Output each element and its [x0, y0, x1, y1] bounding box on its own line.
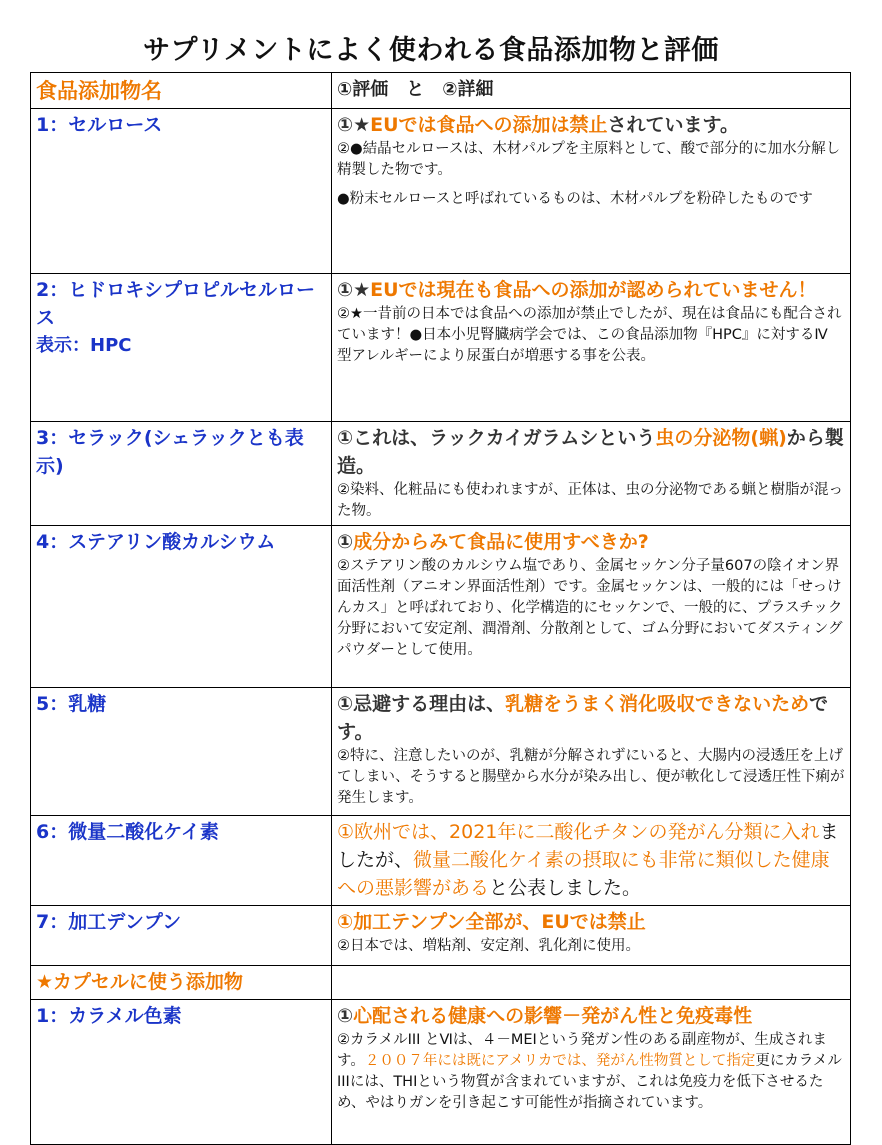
detail-text: ②日本では、増粘剤、安定剤、乳化剤に使用。: [337, 938, 640, 954]
detail-part: ②カラメルIII とⅥは、４－MEIという発ガン性のある副産物が、生成されます。: [337, 1032, 827, 1069]
evaluation-text: [337, 908, 845, 936]
empty-cell: [332, 966, 851, 1000]
eval-suffix: から製造。: [337, 427, 844, 477]
detail-text: ②染料、化粧品にも使われますが、正体は、虫の分泌物である蝋と樹脂が混った物。: [337, 482, 843, 519]
additive-name: [31, 274, 332, 422]
detail-paragraph: ●粉末セルロースと呼ばれているものは、木材パルプを粉砕したものです: [337, 191, 813, 207]
additive-evaluation: [332, 816, 851, 906]
eval-highlight: 乳糖をうまく消化吸収できないため: [505, 693, 810, 715]
table-row: [31, 274, 851, 422]
eval-prefix: ①忌避する理由は、: [337, 693, 506, 715]
table-row: [31, 688, 851, 816]
table-row: [31, 1000, 851, 1145]
eval-highlight: 成分からみて食品に使用すべきか?: [353, 531, 649, 553]
section-header-row: [31, 966, 851, 1000]
detail-text: ②★一昔前の日本では食品への添加が禁止でしたが、現在は食品にも配合されています！●日本小児腎臓病学会では、この食品添加物『HPC』に対するⅣ 型アレルギーにより尿蛋白が増悪する事を公表。: [337, 306, 842, 364]
additive-evaluation: [332, 1000, 851, 1145]
eval-highlight: ①欧州では、2021年に二酸化チタンの発がん分類に入れ: [337, 821, 820, 843]
evaluation-text: [337, 528, 845, 556]
evaluation-text: [337, 1002, 845, 1030]
detail-text: ②ステアリン酸のカルシウム塩であり、金属セッケン分子量607の陰イオン界面活性剤（アニオン界面活性剤）です。金属セッケンは、一般的には「せっけんカス」と呼ばれており、化学構造的にセッケンで、一般的に、プラスチック分野において安定剤、潤滑剤、分散剤として、ゴム分野においてダスティングパウダーとして使用。: [337, 558, 843, 658]
evaluation-text: [337, 111, 845, 139]
detail-highlight: ２００７年には既にアメリカでは、発がん性物質として指定: [364, 1053, 756, 1069]
detail-part: 更にカラメルIIIには、THIという物質が含まれていますが、これは免疫力を低下させるため、やはりガンを引き起こす可能性が指摘されています。: [337, 1053, 842, 1111]
additive-evaluation: [332, 109, 851, 274]
eval-highlight: 微量二酸化ケイ素の摂取にも非常に類似した健康への悪影響がある: [337, 849, 830, 899]
additives-table: [30, 72, 851, 1145]
eval-plain: と公表しました。: [489, 877, 642, 899]
additive-evaluation: [332, 422, 851, 526]
eval-suffix: です。: [337, 693, 829, 743]
evaluation-text: [337, 690, 845, 746]
detail-text: [337, 139, 845, 210]
eval-prefix: ①: [337, 531, 354, 553]
additive-name: 5：乳糖: [31, 688, 332, 816]
additive-evaluation: [332, 274, 851, 422]
eval-highlight: EUでは現在も食品への添加が認められていません！: [370, 279, 817, 301]
detail-paragraph: ②●結晶セルロースは、木材パルプを主原料として、酸で部分的に加水分解し精製した物です。: [337, 141, 841, 178]
header-evaluation-detail: ①評価 と ②詳細: [332, 73, 851, 109]
additive-name-main: 2：ヒドロキシプロピルセルロース: [36, 279, 316, 329]
table-row: [31, 422, 851, 526]
additive-name: 4：ステアリン酸カルシウム: [31, 526, 332, 688]
detail-text: [337, 1030, 845, 1114]
additive-name: 6：微量二酸化ケイ素: [31, 816, 332, 906]
additive-name: 1：セルロース: [31, 109, 332, 274]
eval-prefix: ①★: [337, 279, 371, 301]
capsule-section-title: ★カプセルに使う添加物: [31, 966, 332, 1000]
eval-plain: ましたが、: [337, 821, 839, 871]
table-header-row: [31, 73, 851, 109]
evaluation-text: [337, 424, 845, 480]
additive-evaluation: [332, 526, 851, 688]
eval-prefix: ①: [337, 1005, 354, 1027]
additive-name: 7：加工デンプン: [31, 906, 332, 966]
eval-prefix: ①これは、ラックカイガラムシという: [337, 427, 656, 449]
eval-highlight: 心配される健康への影響－発がん性と免疫毒性: [353, 1005, 753, 1027]
additive-name-sub: 表示：HPC: [36, 335, 132, 356]
eval-highlight: 虫の分泌物(蝋): [655, 427, 787, 449]
table-row: [31, 816, 851, 906]
page-title: サプリメントによく使われる食品添加物と評価: [143, 35, 719, 66]
eval-prefix: ①★: [337, 114, 371, 136]
eval-suffix: されています。: [607, 114, 740, 136]
evaluation-text: [337, 276, 845, 304]
eval-highlight: ①加工テンプン全部が、EUでは禁止: [337, 911, 646, 933]
additive-name: 3：セラック(シェラックとも表示): [31, 422, 332, 526]
table-row: [31, 109, 851, 274]
additive-evaluation: [332, 906, 851, 966]
additive-evaluation: [332, 688, 851, 816]
detail-text: ②特に、注意したいのが、乳糖が分解されずにいると、大腸内の浸透圧を上げてしまい、そうすると腸壁から水分が染み出し、便が軟化して浸透圧性下痢が発生します。: [337, 748, 845, 806]
additive-name: 1：カラメル色素: [31, 1000, 332, 1145]
evaluation-text: [337, 818, 845, 902]
header-additive-name: 食品添加物名: [31, 73, 332, 109]
table-row: [31, 906, 851, 966]
eval-highlight: EUでは食品への添加は禁止: [370, 114, 608, 136]
table-row: [31, 526, 851, 688]
